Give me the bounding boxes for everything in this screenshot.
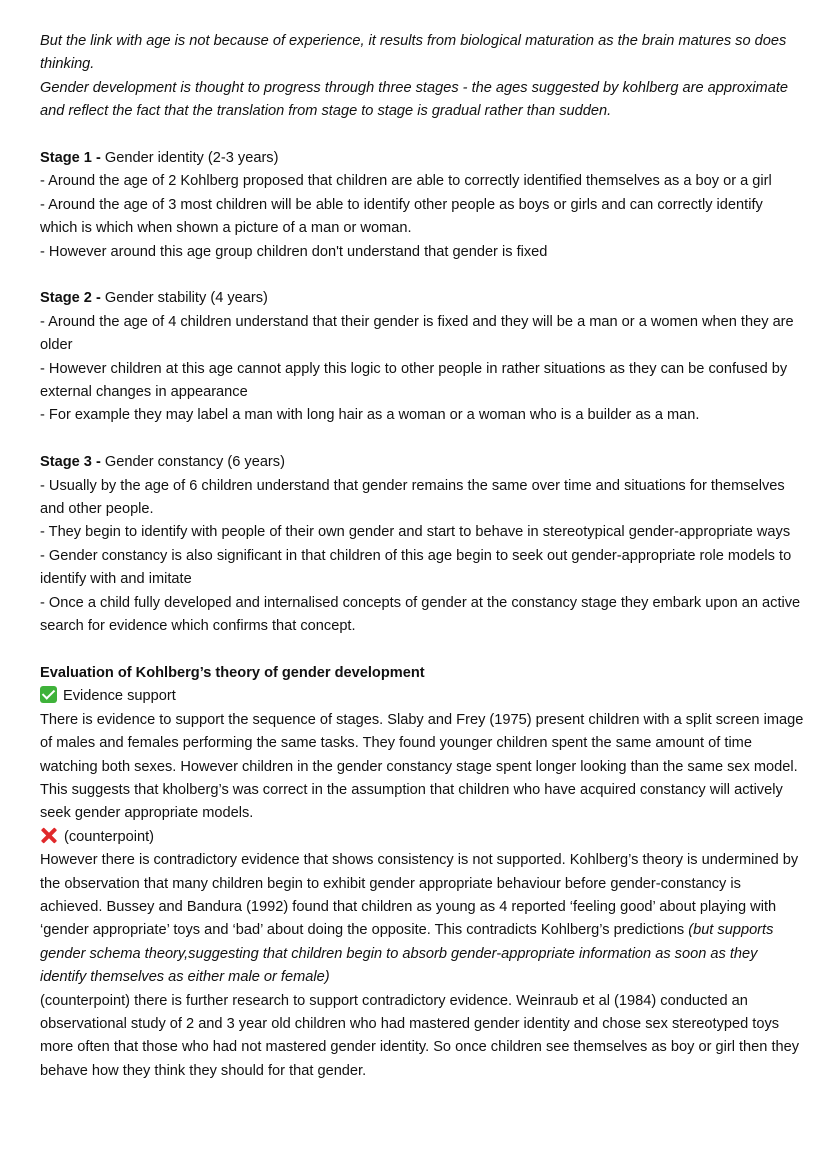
counter-paragraph	[40, 849, 804, 989]
support-label-line	[40, 685, 804, 708]
stage-point: - However around this age group children don't understand that gender is fixed	[40, 243, 548, 260]
spacer	[40, 264, 804, 287]
stage-point: - Around the age of 2 Kohlberg proposed that children are able to correctly identified themselves as a boy or a girl	[40, 173, 772, 190]
spacer	[40, 428, 804, 451]
support-paragraph: There is evidence to support the sequence of stages. Slaby and Frey (1975) present children with a split screen image of males and females performing the same tasks. They found younger children spent the same amount of time watching both sexes. However children in the gender constancy stage spent longer looking than the same sex model. This suggests that kholberg’s was correct in the assumption that children who have acquired constancy will actively seek gender appropriate models.	[40, 711, 804, 822]
stage-1-section	[40, 147, 804, 264]
evaluation-heading	[40, 662, 804, 685]
stage-title: Gender identity (2-3 years)	[100, 150, 279, 167]
stage-point: - Around the age of 3 most children will be able to identify other people as boys or girls and can correctly identify which is which when shown a picture of a man or woman.	[40, 196, 763, 237]
further-paragraph: (counterpoint) there is further research to support contradictory evidence. Weinraub et al (1984) conducted an observational study of 2 and 3 year old children who had mastered gender identity and chose sex stereotyped toys more often that those who had not mastered gender identity. So once children see themselves as boy or girl then they behave how they think they should for that gender.	[40, 992, 800, 1079]
evaluation-section	[40, 662, 804, 1083]
check-mark-icon	[40, 686, 57, 703]
stage-point: - For example they may label a man with long hair as a woman or a woman who is a builder as a man.	[40, 407, 700, 424]
stage-title: Gender stability (4 years)	[100, 290, 268, 307]
intro-paragraph-1: But the link with age is not because of experience, it results from biological maturation as the brain matures so does thinking.	[40, 33, 787, 73]
stage-label: Stage 1 -	[40, 150, 101, 167]
cross-mark-icon	[40, 827, 58, 844]
counter-italic-text: (but supports gender schema theory,suggesting that children begin to absorb gender-appropriate information as soon as they identify themselves as either male or female)	[40, 922, 774, 986]
stage-2-section	[40, 287, 804, 427]
stage-point: - Once a child fully developed and internalised concepts of gender at the constancy stage they embark upon an active search for evidence which confirms that concept.	[40, 594, 801, 635]
stage-point: - However children at this age cannot apply this logic to other people in rather situations as they can be confused by external changes in appearance	[40, 360, 788, 401]
stage-point: - Around the age of 4 children understand that their gender is fixed and they will be a man or a women when they are older	[40, 313, 794, 354]
counter-label-line	[40, 826, 804, 849]
spacer	[40, 639, 804, 662]
counter-text: However there is contradictory evidence that shows consistency is not supported. Kohlberg’s theory is undermined by the observation that many children begin to exhibit gender appropriate behaviour before gender-constancy is achieved. Bussey and Bandura (1992) found that children as young as 4 reported ‘feeling good’ about playing with ‘gender appropriate’ toys and ‘bad’ about doing the opposite. This contradicts Kohlberg’s predictions	[40, 852, 799, 939]
stage-heading	[40, 451, 804, 474]
stage-heading	[40, 147, 804, 170]
stage-3-section	[40, 451, 804, 638]
intro-paragraph-2: Gender development is thought to progress through three stages - the ages suggested by kohlberg are approximate and reflect the fact that the translation from stage to stage is gradual rather than sudden.	[40, 79, 788, 120]
spacer	[40, 124, 804, 147]
support-label: Evidence support	[63, 688, 176, 705]
stage-label: Stage 2 -	[40, 290, 101, 307]
evaluation-heading-text: Evaluation of Kohlberg’s theory of gender development	[40, 664, 425, 681]
stage-point: - Gender constancy is also significant in that children of this age begin to seek out gender-appropriate role models to identify with and imitate	[40, 547, 792, 588]
counter-label: (counterpoint)	[64, 828, 155, 845]
stage-heading	[40, 287, 804, 310]
stage-point: - Usually by the age of 6 children understand that gender remains the same over time and situations for themselves and other people.	[40, 477, 785, 518]
stage-point: - They begin to identify with people of their own gender and start to behave in stereotypical gender-appropriate ways	[40, 524, 791, 541]
stage-title: Gender constancy (6 years)	[100, 454, 285, 471]
stage-label: Stage 3 -	[40, 454, 101, 471]
